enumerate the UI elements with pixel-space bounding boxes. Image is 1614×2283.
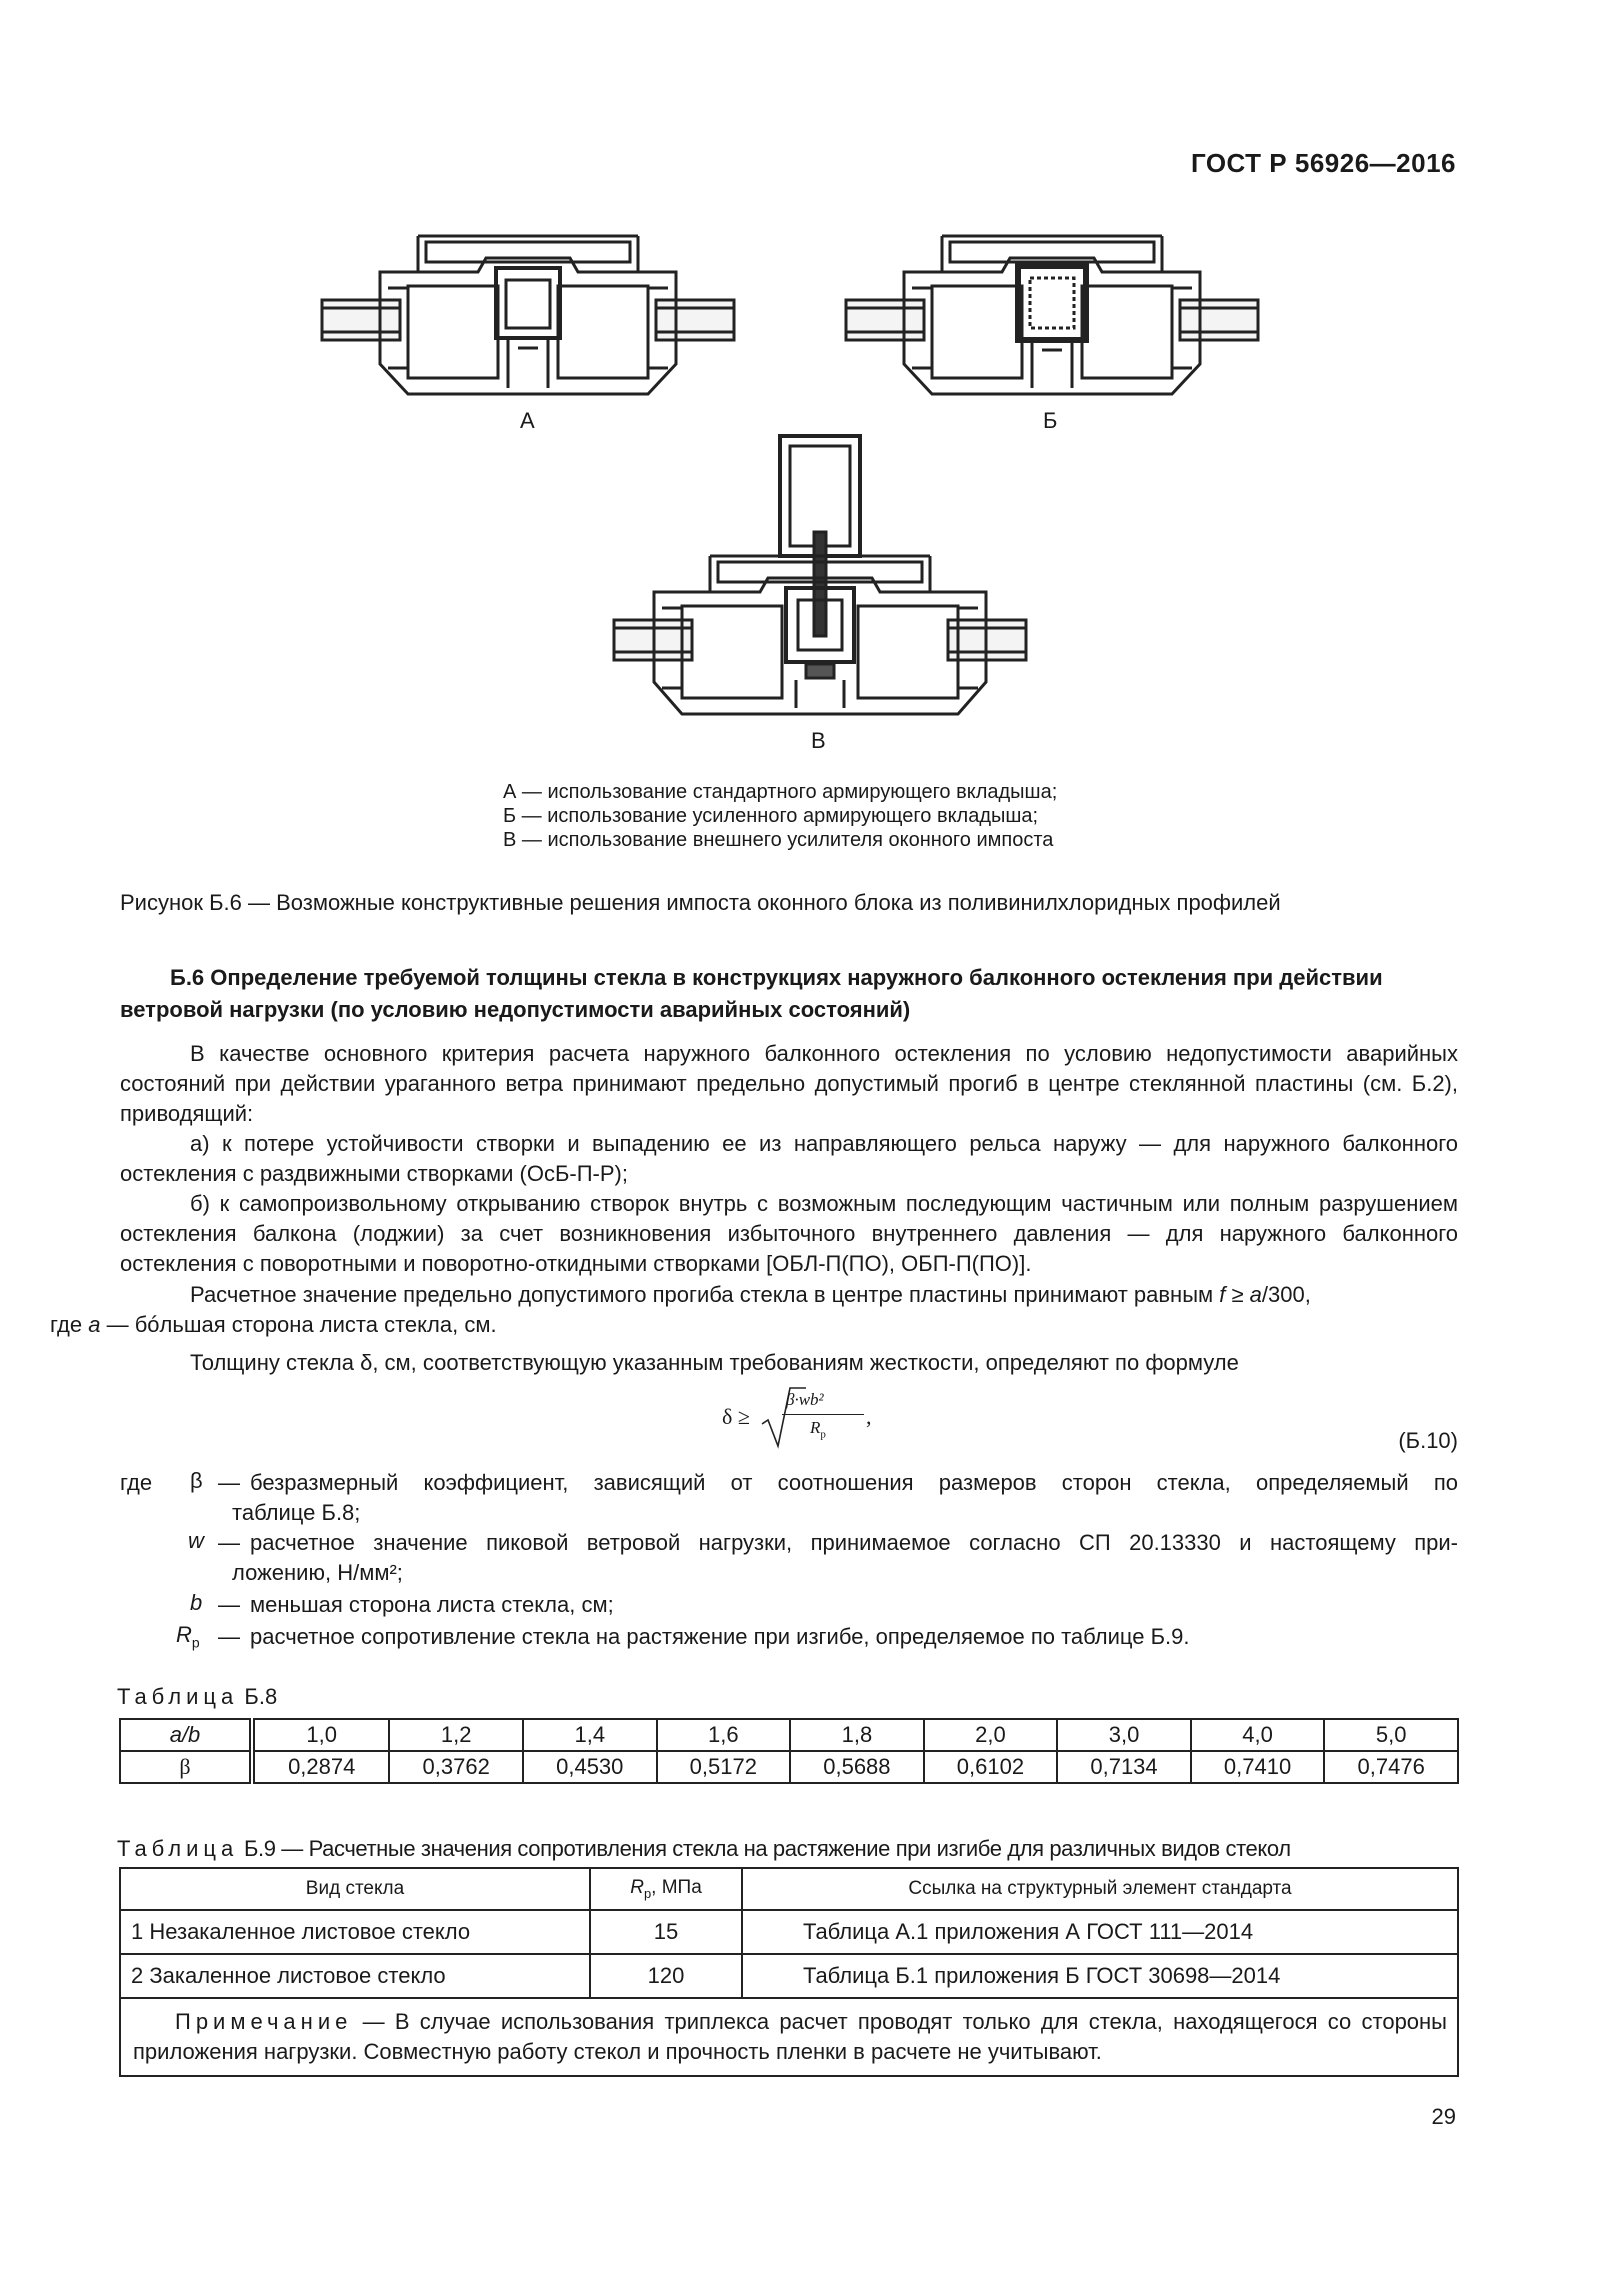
table-cell: 1,4 [523, 1719, 657, 1751]
deflection-text: Расчетное значение предельно допустимого прогиба стекла в центре пластины принимают равным [190, 1282, 1220, 1307]
table-cell: 0,5688 [790, 1751, 924, 1783]
table-b9-header-rp-symbol: R [630, 1877, 644, 1899]
figure-caption: Рисунок Б.6 — Возможные конструктивные решения импоста оконного блока из поливинилхлоридных профилей [120, 890, 1281, 915]
where-symbol-rp-letter: R [176, 1622, 192, 1647]
table-b8-title-number: Б.8 [244, 1684, 278, 1709]
legend-item-v: В — использование внешнего усилителя оконного импоста [503, 829, 1054, 851]
formula-denominator-symbol: R [810, 1418, 821, 1437]
where-desc-beta-cont: таблице Б.8; [232, 1500, 361, 1525]
table-b8-header-ab: a/b [120, 1719, 252, 1751]
table-cell: 0,7410 [1191, 1751, 1325, 1783]
table-cell-ref: Таблица Б.1 приложения Б ГОСТ 30698—2014 [742, 1954, 1458, 1998]
table-cell: 0,3762 [389, 1751, 523, 1783]
where-dash-b: — [218, 1592, 240, 1617]
table-b9-title-text: Б.9 — Расчетные значения сопротивления стекла на растяжение при изгибе для различных видов стекол [243, 1836, 1291, 1861]
deflection-where: где [50, 1312, 89, 1337]
document-code: ГОСТ Р 56926—2016 [1190, 148, 1456, 178]
table-b9-header-rp-subscript: р [643, 1885, 652, 1901]
section-title: Определение требуемой толщины стекла в конструкциях наружного балконного остекления при действии ветровой нагрузки (по условию недопустимости аварийных состояний) [120, 965, 1383, 1022]
table-b9-header-rp-unit: , МПа [651, 1877, 702, 1899]
legend-item-a: А — использование стандартного армирующего вкладыша; [503, 781, 1058, 803]
table-cell: 1,6 [657, 1719, 791, 1751]
where-desc-beta: безразмерный коэффициент, зависящий от соотношения размеров сторон стекла, определяемый по [250, 1470, 1458, 1495]
table-cell: 1,0 [252, 1719, 389, 1751]
paragraph-item-a: а) к потере устойчивости створки и выпадению ее из направляющего рельса наружу — для наружного балконного остекления с раздвижными створками (ОсБ-П-Р); [120, 1131, 1458, 1186]
where-symbol-b: b [190, 1590, 203, 1615]
table-cell: 0,2874 [252, 1751, 389, 1783]
where-desc-rp: расчетное сопротивление стекла на растяжение при изгибе, определяемое по таблице Б.9. [250, 1624, 1190, 1649]
table-cell: 0,7476 [1324, 1751, 1458, 1783]
where-dash-rp: — [218, 1624, 240, 1649]
table-cell: 1,8 [790, 1719, 924, 1751]
paragraph-criterion: В качестве основного критерия расчета наружного балконного остекления по условию недопустимости аварийных состояний при действии ураганного ветра принимают предельно допустимый прогиб в центре стеклянной пластины (см. Б.2), приводящий: [120, 1041, 1458, 1126]
where-word: где [120, 1470, 153, 1495]
formula-fraction-bar [782, 1414, 864, 1415]
table-cell-type: 1 Незакаленное листовое стекло [120, 1910, 590, 1954]
figure-legend [503, 780, 1057, 852]
table-cell: 4,0 [1191, 1719, 1325, 1751]
paragraph-item-b: б) к самопроизвольному открыванию створок внутрь с возможным последующим частичным или полным разрушением остекления балкона (лоджии) за счет возникновения избыточного внутреннего давления — для наружного балконного остекления с поворотными и поворотно-откидными створками [ОБЛ-П(ПО), ОБП-П(ПО)]. [120, 1191, 1458, 1276]
where-symbol-rp [176, 1622, 200, 1650]
figure-b-label: Б [1043, 408, 1058, 433]
table-b8-header-beta: β [120, 1751, 252, 1783]
table-b9 [119, 1867, 1459, 2077]
table-b9-note-text: — В случае использования триплекса расчет проводят только для стекла, находящегося со стороны приложения нагрузки. Совместную работу стекол и прочность пленки в расчете не учитывают. [133, 2009, 1447, 2064]
table-b8-title-word: Таблица [117, 1684, 239, 1709]
table-cell-ref: Таблица А.1 приложения А ГОСТ 111—2014 [742, 1910, 1458, 1954]
table-cell: 0,6102 [924, 1751, 1058, 1783]
table-note-row [120, 1998, 1458, 2076]
table-row [120, 1719, 1458, 1751]
table-b9-title-word: Таблица [117, 1836, 239, 1861]
table-b9-note-word: Примечание [175, 2009, 353, 2034]
table-row [120, 1954, 1458, 1998]
formula-denominator-subscript: р [820, 1428, 826, 1441]
table-row [120, 1910, 1458, 1954]
table-cell-type: 2 Закаленное листовое стекло [120, 1954, 590, 1998]
section-number: Б.6 [170, 965, 205, 990]
table-cell: 0,5172 [657, 1751, 791, 1783]
table-cell: 1,2 [389, 1719, 523, 1751]
table-cell: 2,0 [924, 1719, 1058, 1751]
formula-denominator [810, 1418, 826, 1440]
table-b9-header-ref: Ссылка на структурный элемент стандарта [742, 1868, 1458, 1910]
where-dash-w: — [218, 1530, 240, 1555]
where-dash-beta: — [218, 1470, 240, 1495]
table-b8-title [117, 1684, 277, 1710]
table-row [120, 1751, 1458, 1783]
formula-number: (Б.10) [1398, 1428, 1458, 1453]
table-cell-rp: 120 [590, 1954, 742, 1998]
where-symbol-w: w [188, 1528, 204, 1553]
where-desc-b: меньшая сторона листа стекла, см; [250, 1592, 614, 1617]
deflection-symbol-a-desc: — бóльшая сторона листа стекла, см. [100, 1312, 497, 1337]
table-cell: 0,4530 [523, 1751, 657, 1783]
deflection-ratio: /300, [1261, 1282, 1311, 1307]
formula-lhs: δ ≥ [722, 1404, 750, 1429]
table-b9-header-rp [590, 1868, 742, 1910]
figure-b-drawing [842, 228, 1262, 400]
paragraph-deflection [50, 1280, 1458, 1340]
formula-numerator: β·wb² [786, 1390, 824, 1409]
where-desc-w: расчетное значение пиковой ветровой нагрузки, принимаемое согласно СП 20.13330 и настоящему при- [250, 1530, 1458, 1555]
section-heading [120, 962, 1458, 1026]
formula-comma: , [866, 1404, 872, 1429]
table-cell-rp: 15 [590, 1910, 742, 1954]
table-cell: 0,7134 [1057, 1751, 1191, 1783]
page-number: 29 [1431, 2104, 1456, 2129]
figure-v-drawing [610, 432, 1030, 720]
table-cell: 5,0 [1324, 1719, 1458, 1751]
where-symbol-beta: β [190, 1468, 203, 1493]
paragraph-thickness: Толщину стекла δ, см, соответствующую указанным требованиям жесткости, определяют по формуле [190, 1350, 1239, 1375]
figure-a-drawing [318, 228, 738, 400]
where-symbol-rp-subscript: р [191, 1634, 200, 1651]
table-header-row [120, 1868, 1458, 1910]
figure-a-label: А [520, 408, 535, 433]
table-b8 [119, 1718, 1459, 1784]
figure-v-label: В [811, 728, 826, 753]
table-cell: 3,0 [1057, 1719, 1191, 1751]
legend-item-b: Б — использование усиленного армирующего вкладыша; [503, 805, 1039, 827]
deflection-symbol-a: a [88, 1312, 101, 1337]
table-b9-header-type: Вид стекла [120, 1868, 590, 1910]
table-b9-note [120, 1998, 1458, 2076]
where-desc-w-cont: ложению, Н/мм²; [232, 1560, 403, 1585]
table-b9-title [117, 1836, 1291, 1862]
deflection-formula: f ≥ a [1219, 1282, 1262, 1307]
